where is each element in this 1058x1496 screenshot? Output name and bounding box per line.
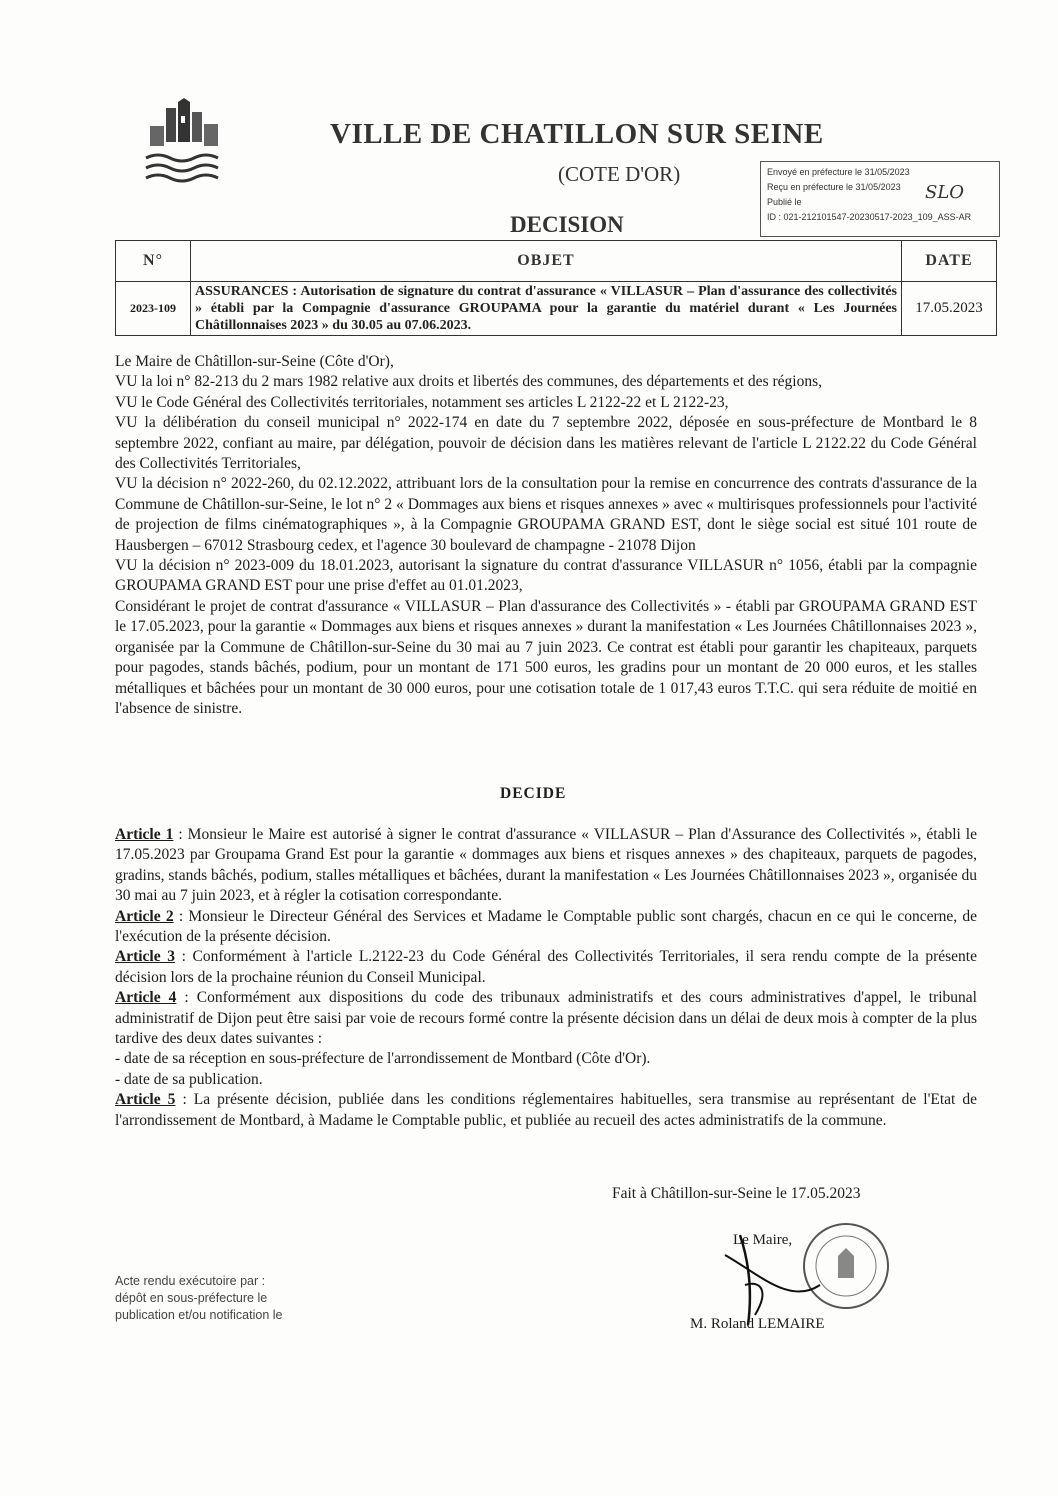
table-row [116,282,997,336]
decision-table [115,240,997,336]
signed-place-date: Fait à Châtillon-sur-Seine le 17.05.2023 [612,1185,861,1202]
article-4-item [115,1049,977,1069]
article-4 [115,988,977,1049]
city-logo-icon [140,98,228,190]
article-text: : Monsieur le Maire est autorisé à signer le contrat d'assurance « VILLASUR – Plan d'Assurance des Collectivités », établi le 17.05.2023 par Groupama Grand Est pour la garantie « dommages aux biens et risques annexes » des chapiteaux, parquets de pagodes, gradins, stands bâchés, podium, stalles métalliques et bâchées, durant la manifestation « Les Journées Châtillonnaises 2023 », organisée du 30 mai au 7 juin 2023, et à régler la cotisation correspondante. [115,826,977,905]
stamp-id-line: ID : 021-212101547-20230517-2023_109_ASS-AR [767,212,972,222]
decide-heading: DECIDE [500,785,567,802]
article-label: Article 4 [115,989,177,1007]
enforceability-note [115,1273,335,1324]
article-text: : Conformément aux dispositions du code des tribunaux administratifs et des cours administratives d'appel, le tribunal administratif de Dijon peut être saisi par voie de recours formé contre la présente décision dans un délai de deux mois à compter de la plus tardive des deux dates suivantes : [115,989,977,1048]
mayor-name: M. Roland LEMAIRE [690,1316,825,1332]
header-object: OBJET [191,241,902,282]
article-2 [115,907,977,948]
header-date: DATE [902,241,997,282]
article-label: Article 2 [115,907,174,925]
article-text: - date de sa publication. [115,1070,263,1088]
recital-paragraph: VU la loi n° 82-213 du 2 mars 1982 relative aux droits et libertés des communes, des départements et des régions, [115,373,822,391]
article-label: Article 3 [115,948,175,966]
recital-paragraph: VU la décision n° 2023-009 du 18.01.2023, autorisant la signature du contrat d'assurance VILLASUR n° 1056, établi par la compagnie GROUPAMA GRAND EST pour une prise d'effet au 01.01.2023, [115,557,977,595]
recital-paragraph: VU le Code Général des Collectivités territoriales, notamment ses articles L 2122-22 et L 2122-23, [115,393,729,411]
article-4-item [115,1070,977,1090]
recital-paragraph: Considérant le projet de contrat d'assurance « VILLASUR – Plan d'assurance des Collectivités » - établi par GROUPAMA GRAND EST le 17.05.2023, pour la garantie « Dommages aux biens et risques annexes » durant la manifestation « Les Journées Châtillonnaises 2023 », organisée par la Commune de Châtillon-sur-Seine du 30 mai au 7 juin 2023. Ce contrat est établi pour garantir les chapiteaux, parquets pour pagodes, stands bâchés, podium, pour un montant de 171 500 euros, les gradins pour un montant de 20 000 euros, et les stalles métalliques et bâchées pour un montant de 30 000 euros, pour une cotisation totale de 1 017,43 euros T.T.C. qui sera réduite de moitié en l'absence de sinistre. [115,597,977,717]
exec-note-line: Acte rendu exécutoire par : [115,1274,266,1288]
exec-note-line: dépôt en sous-préfecture le [115,1291,268,1305]
stamp-received-line: Reçu en préfecture le 31/05/2023 [767,182,901,192]
decision-date: 17.05.2023 [902,282,997,336]
article-label: Article 5 [115,1091,176,1109]
article-text: : Monsieur le Directeur Général des Services et Madame le Comptable public sont chargés, chacun en ce qui le concerne, de l'exécution de la présente décision. [115,907,977,946]
stamp-initials: SLO [925,182,965,203]
recital-paragraph: VU la décision n° 2022-260, du 02.12.2022, attribuant lors de la consultation pour la remise en concurrence des contrats d'assurance de la Commune de Châtillon-sur-Seine, le lot n° 2 « Dommages aux biens et risques annexes » avec « multirisques professionnels pour l'activité de projection de films cinématographiques », à la Compagnie GROUPAMA GRAND EST, dont le siège social est situé 101 route de Hausbergen – 67012 Strasbourg cedex, et l'agence 30 boulevard de champagne - 21078 Dijon [115,475,977,554]
department-subtitle: (COTE D'OR) [558,162,681,186]
recital-paragraph: VU la délibération du conseil municipal n° 2022-174 en date du 7 septembre 2022, déposée en sous-préfecture de Montbard le 8 septembre 2022, confiant au maire, par délégation, pouvoir de décision dans les matières relevant de l'article L 2122.22 du Code Général des Collectivités Territoriales, [115,414,977,473]
recital-paragraph: Le Maire de Châtillon-sur-Seine (Côte d'Or), [115,353,394,370]
decision-object: ASSURANCES : Autorisation de signature du contrat d'assurance « VILLASUR – Plan d'assurance des collectivités » établi par la Compagnie d'assurance GROUPAMA pour la garantie du matériel durant « Les Journées Châtillonnaises 2023 » du 30.05 au 07.06.2023. [191,282,902,336]
stamp-sent-line: Envoyé en préfecture le 31/05/2023 [767,167,910,177]
article-5 [115,1090,977,1131]
decision-heading: DECISION [510,212,624,237]
article-text: : La présente décision, publiée dans les conditions réglementaires habituelles, sera transmise au représentant de l'Etat de l'arrondissement de Montbard, à Madame le Comptable public, et publiée au recueil des actes administratifs de la commune. [115,1091,978,1129]
article-text: : Conformément à l'article L.2122-23 du Code Général des Collectivités Territoriales, il sera rendu compte de la présente décision lors de la prochaine réunion du Conseil Municipal. [115,948,977,986]
header-num: N° [116,241,191,282]
stamp-published-line: Publié le [767,197,802,207]
city-title: VILLE DE CHATILLON SUR SEINE [330,118,824,150]
exec-note-line: publication et/ou notification le [115,1308,283,1322]
article-3 [115,947,977,988]
article-label: Article 1 [115,826,174,843]
mayor-title: Le Maire, [733,1232,793,1248]
recitals [115,352,977,719]
articles [115,825,977,1131]
decision-number: 2023-109 [116,282,191,336]
article-1 [115,825,977,907]
article-text: - date de sa réception en sous-préfecture de l'arrondissement de Montbard (Côte d'Or). [115,1050,651,1068]
